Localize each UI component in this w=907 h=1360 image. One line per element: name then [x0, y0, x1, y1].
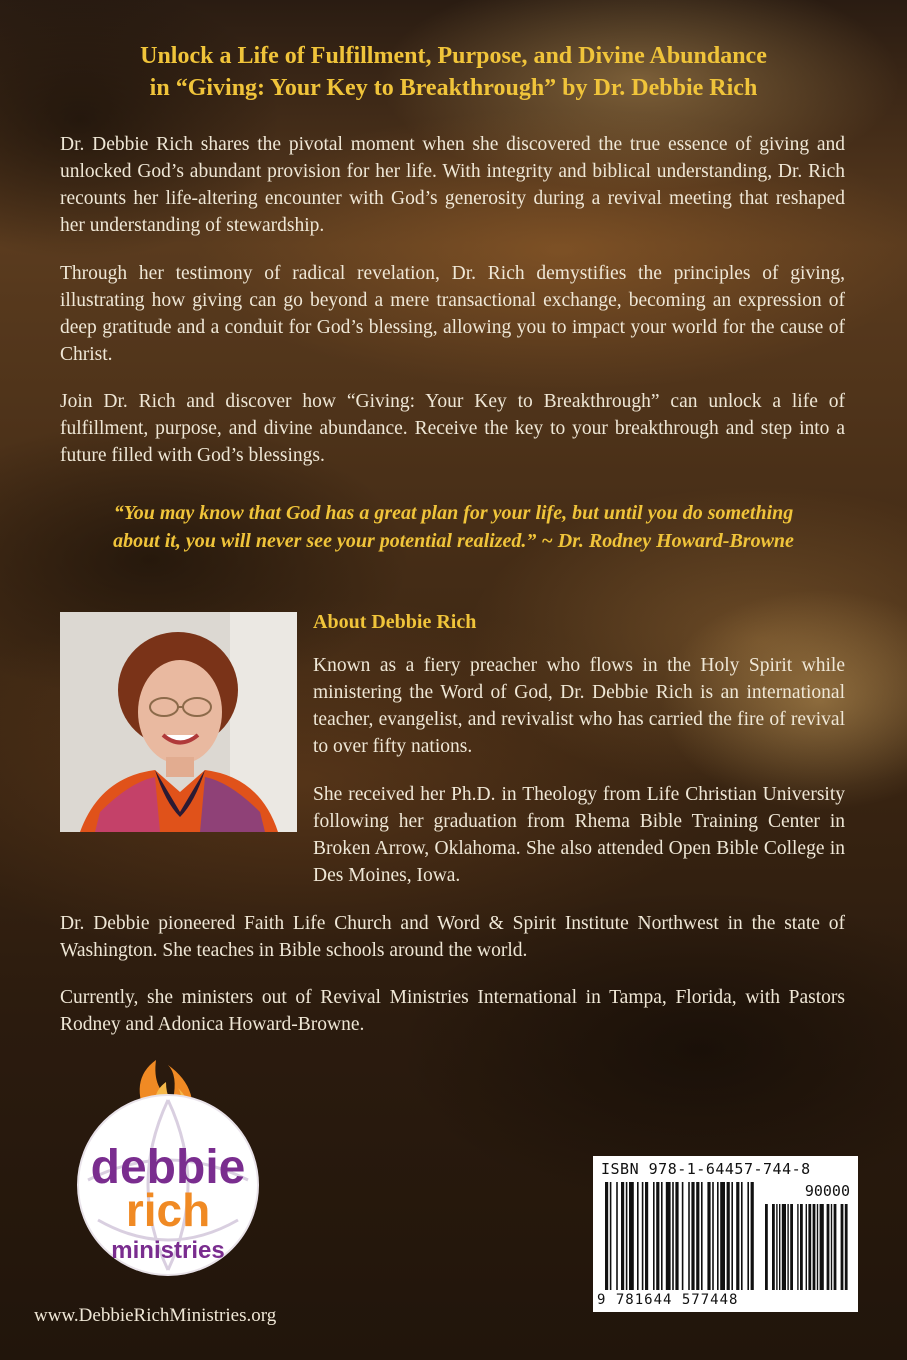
price-barcode-bar: [800, 1204, 803, 1290]
barcode-bar: [645, 1182, 648, 1290]
price-barcode-bar: [790, 1204, 793, 1290]
barcode-bar: [747, 1182, 749, 1290]
price-barcode-bar: [779, 1204, 780, 1290]
price-barcode-bar: [827, 1204, 830, 1290]
author-photo: [60, 612, 297, 832]
barcode-bar: [621, 1182, 624, 1290]
price-barcode-bar: [797, 1204, 798, 1290]
barcode-bar: [672, 1182, 674, 1290]
logo-text-debbie: debbie: [90, 1141, 246, 1194]
website-url: www.DebbieRichMinistries.org: [34, 1305, 277, 1326]
endorsement-quote: [60, 499, 847, 555]
ministry-logo: [68, 1060, 268, 1285]
barcode-bar: [688, 1182, 690, 1290]
barcode-bar: [707, 1182, 710, 1290]
about-paragraph-3: Dr. Debbie pioneered Faith Life Church and Word & Spirit Institute Northwest in the state of Washington. She teaches in Bible schools around the world.: [60, 913, 845, 961]
barcode-bar: [712, 1182, 714, 1290]
barcode-bar: [666, 1182, 671, 1290]
barcode-bar: [741, 1182, 743, 1290]
barcode-bar: [736, 1182, 739, 1290]
about-paragraph-2: She received her Ph.D. in Theology from Life Christian University following her graduation from Rhema Bible Training Center in Broken Arrow, Oklahoma. She also attended Open Bible College in Des Moines, Iowa.: [313, 784, 845, 886]
headline: [60, 40, 847, 104]
quote-line-2: about it, you will never see your potential realized.” ~ Dr. Rodney Howard-Browne: [113, 530, 794, 552]
price-barcode-bar: [820, 1204, 824, 1290]
barcode-bar: [696, 1182, 699, 1290]
logo-text-ministries: ministries: [111, 1237, 225, 1264]
barcode-bar: [751, 1182, 754, 1290]
about-paragraph-4: Currently, she ministers out of Revival Ministries International in Tampa, Florida, with Pastors Rodney and Adonica Howard-Browne.: [60, 987, 845, 1035]
barcode-bar: [610, 1182, 612, 1290]
barcode-bar: [691, 1182, 694, 1290]
price-code: 90000: [804, 1182, 850, 1200]
headline-line-1: Unlock a Life of Fulfillment, Purpose, and Divine Abundance: [140, 43, 767, 69]
price-barcode-bar: [817, 1204, 818, 1290]
price-barcode-bar: [841, 1204, 844, 1290]
quote-line-1: “You may know that God has a great plan for your life, but until you do something: [113, 502, 794, 524]
price-barcode-bar: [776, 1204, 777, 1290]
barcode-bar: [605, 1182, 608, 1290]
barcode-bar: [642, 1182, 644, 1290]
barcode-bar: [717, 1182, 719, 1290]
barcode-bar: [727, 1182, 730, 1290]
price-barcode-bar: [808, 1204, 811, 1290]
isbn-barcode: [593, 1156, 858, 1312]
price-barcode-bar: [806, 1204, 807, 1290]
about-title: About Debbie Rich: [313, 611, 477, 633]
price-barcode-bar: [772, 1204, 775, 1290]
description-paragraph-2: Through her testimony of radical revelation, Dr. Rich demystifies the principles of giving, illustrating how giving can go beyond a mere transactional exchange, becoming an expression of deep gratitude and a conduit for God’s blessing, allowing you to impact your world for the cause of Christ.: [60, 263, 845, 365]
price-barcode-bar: [834, 1204, 837, 1290]
price-barcode-bar: [787, 1204, 788, 1290]
price-barcode-bar: [813, 1204, 816, 1290]
barcode-bar: [682, 1182, 684, 1290]
barcode-bar: [656, 1182, 659, 1290]
price-barcode-bar: [845, 1204, 848, 1290]
barcode-bar: [616, 1182, 618, 1290]
barcode-bars: [593, 1156, 858, 1312]
barcode-bar: [731, 1182, 733, 1290]
price-barcode-bar: [782, 1204, 786, 1290]
barcode-bar: [661, 1182, 663, 1290]
isbn-label: ISBN 978-1-64457-744-8: [601, 1160, 811, 1178]
description-paragraph-3: Join Dr. Rich and discover how “Giving: Your Key to Breakthrough” can unlock a life of fulfillment, purpose, and divine abundance. Receive the key to your breakthrough and step into a future filled with God’s blessings.: [60, 391, 845, 466]
barcode-digits: 9 781644 577448: [597, 1292, 739, 1308]
price-barcode-bar: [765, 1204, 768, 1290]
about-paragraph-1: Known as a fiery preacher who flows in the Holy Spirit while ministering the Word of God, Dr. Debbie Rich is an international teacher, evangelist, and revivalist who has carried the fire of revival to over fifty nations.: [313, 655, 845, 757]
price-barcode-bar: [831, 1204, 832, 1290]
barcode-bar: [701, 1182, 703, 1290]
barcode-bar: [637, 1182, 639, 1290]
headline-line-2: in “Giving: Your Key to Breakthrough” by Dr. Debbie Rich: [149, 75, 758, 101]
barcode-bar: [675, 1182, 678, 1290]
logo-text-rich: rich: [125, 1184, 211, 1236]
barcode-bar: [653, 1182, 655, 1290]
barcode-bar: [626, 1182, 628, 1290]
description-paragraph-1: Dr. Debbie Rich shares the pivotal moment when she discovered the true essence of giving and unlocked God’s abundant provision for her life. With integrity and biblical understanding, Dr. Rich recounts her life-altering encounter with God’s generosity during a revival meeting that reshaped her understanding of stewardship.: [60, 134, 845, 236]
barcode-bar: [720, 1182, 725, 1290]
barcode-bar: [629, 1182, 634, 1290]
